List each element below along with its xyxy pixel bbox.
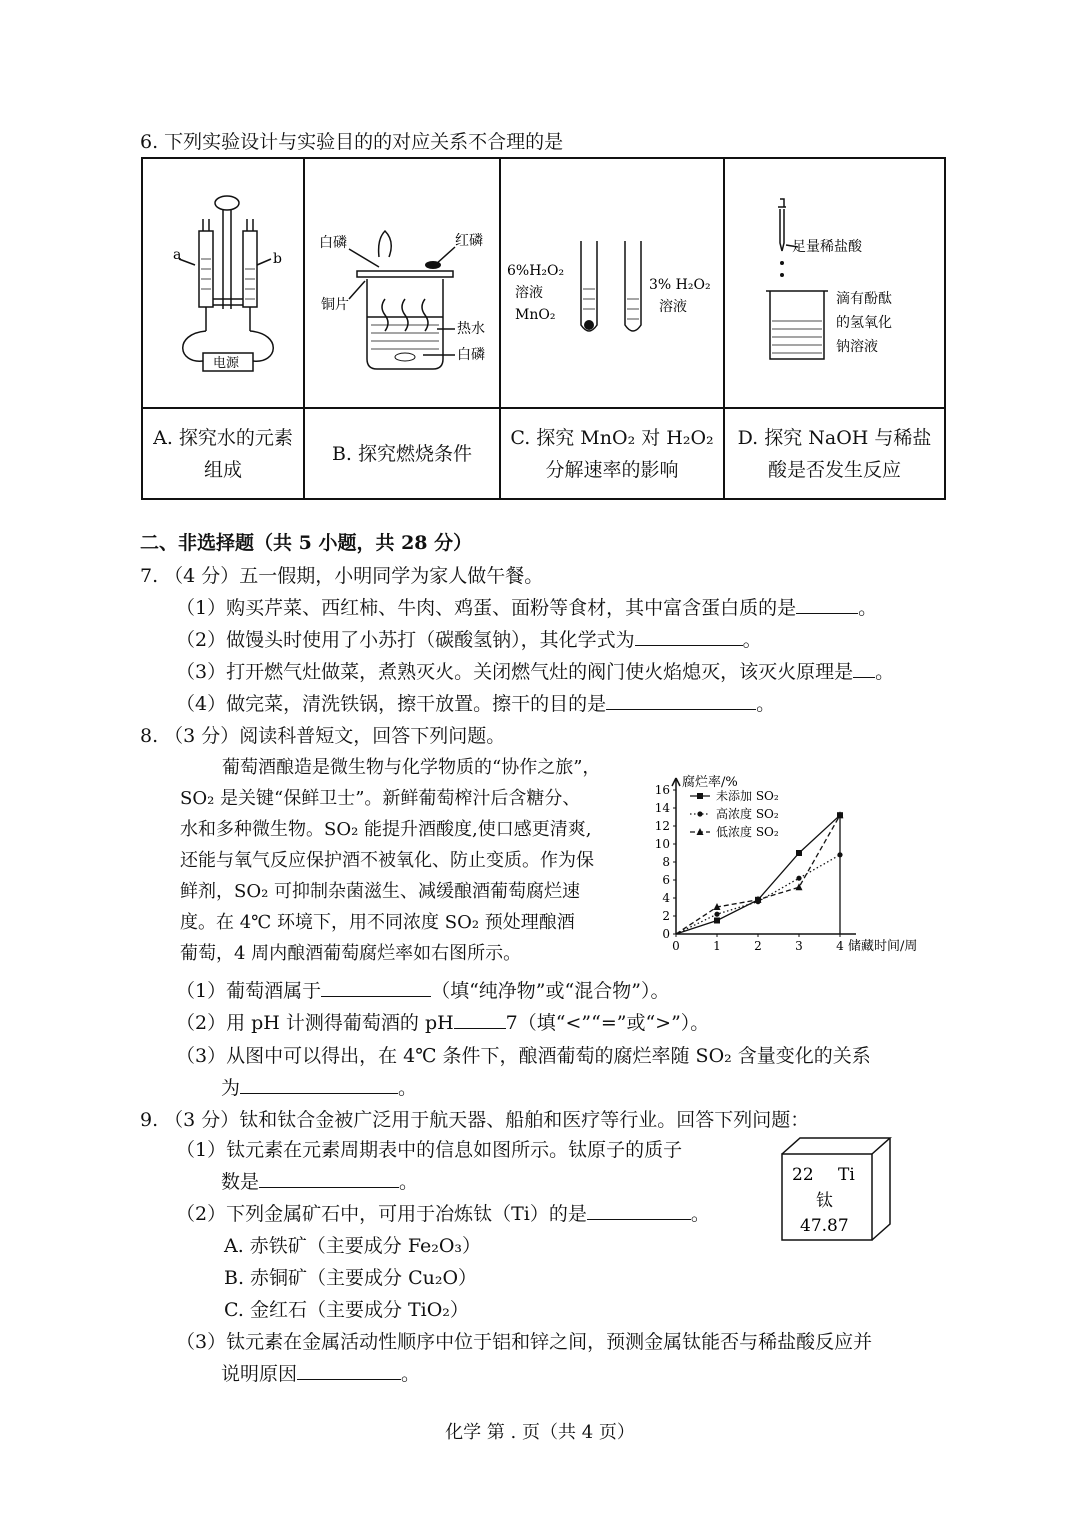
q7-part1 bbox=[176, 592, 877, 624]
q8-part1 bbox=[176, 975, 669, 1007]
answer-blank[interactable] bbox=[796, 595, 858, 614]
x-tick-label: 3 bbox=[795, 939, 803, 953]
q9-option-c: C. 金红石（主要成分 TiO₂） bbox=[224, 1299, 469, 1321]
element-name: 钛 bbox=[816, 1191, 833, 1211]
q7-p4-text: （4）做完菜，清洗铁锅，擦干放置。擦干的目的是 bbox=[176, 693, 607, 715]
answer-blank[interactable] bbox=[635, 627, 743, 646]
y-tick-label: 16 bbox=[654, 783, 670, 797]
q9-part3: （3）钛元素在金属活动性顺序中位于铝和锌之间，预测金属钛能否与稀盐酸反应并 bbox=[176, 1331, 873, 1353]
q8-p1-text: （1）葡萄酒属于 bbox=[176, 980, 322, 1002]
atomic-mass: 47.87 bbox=[800, 1216, 849, 1236]
passage-line: SO₂ 是关键“保鲜卫士”。新鲜葡萄榨汁后含糖分、 bbox=[180, 788, 581, 809]
y-tick-label: 10 bbox=[654, 837, 670, 851]
q9-part1-answer bbox=[221, 1166, 418, 1198]
y-tick-label: 12 bbox=[654, 819, 670, 833]
data-point bbox=[714, 912, 719, 917]
combustion-apparatus-diagram bbox=[305, 159, 499, 403]
y-tick-label: 0 bbox=[662, 927, 670, 941]
electrolysis-apparatus-diagram bbox=[143, 159, 303, 403]
neutralization-apparatus-diagram bbox=[726, 159, 944, 403]
x-tick-label: 1 bbox=[713, 939, 721, 953]
passage-line: 葡萄酒酿造是微生物与化学物质的“协作之旅”， bbox=[222, 757, 601, 778]
answer-blank[interactable] bbox=[297, 1361, 401, 1380]
atomic-number: 22 bbox=[792, 1165, 814, 1185]
label-c-l1: 6%H₂O₂ bbox=[507, 263, 565, 279]
q7-p4-end: 。 bbox=[756, 693, 776, 715]
q7-stem: 7. （4 分）五一假期，小明同学为家人做午餐。 bbox=[140, 565, 544, 587]
q8-p2-end: 7（填“<”“=”或“>”）。 bbox=[505, 1012, 710, 1034]
q8-stem: 8. （3 分）阅读科普短文，回答下列问题。 bbox=[140, 725, 506, 747]
q8-p2-text: （2）用 pH 计测得葡萄酒的 pH bbox=[176, 1012, 454, 1034]
q7-part3 bbox=[176, 656, 894, 688]
x-tick-label: 2 bbox=[754, 939, 762, 953]
q7-p1-end: 。 bbox=[858, 597, 878, 619]
answer-blank[interactable] bbox=[321, 978, 431, 997]
x-tick-label: 0 bbox=[672, 939, 680, 953]
label-c-l2: 溶液 bbox=[515, 285, 543, 301]
q9-option-a: A. 赤铁矿（主要成分 Fe₂O₃） bbox=[224, 1235, 482, 1257]
q9-p3-end: 。 bbox=[401, 1363, 421, 1385]
label-acid: 足量稀盐酸 bbox=[791, 239, 862, 255]
y-tick-label: 6 bbox=[662, 873, 670, 887]
label-c-r1: 3% H₂O₂ bbox=[649, 277, 711, 293]
caption-b: B. 探究燃烧条件 bbox=[304, 408, 500, 499]
label-hot-water: 热水 bbox=[457, 321, 485, 337]
q8-part3-answer bbox=[221, 1072, 417, 1104]
q8-part3: （3）从图中可以得出，在 4℃ 条件下，酿酒葡萄的腐烂率随 SO₂ 含量变化的关系 bbox=[176, 1045, 871, 1067]
data-point bbox=[714, 918, 720, 924]
legend-label: 未添加 SO₂ bbox=[716, 789, 779, 803]
answer-blank[interactable] bbox=[454, 1010, 506, 1029]
q7-part2 bbox=[176, 624, 762, 656]
y-tick-label: 8 bbox=[662, 855, 670, 869]
figure-b bbox=[304, 158, 500, 408]
q9-p1-end: 。 bbox=[399, 1171, 419, 1193]
q8-p3-end: 。 bbox=[398, 1077, 418, 1099]
q9-part2 bbox=[176, 1198, 710, 1230]
data-point bbox=[697, 811, 702, 816]
q9-p3-text: 说明原因 bbox=[221, 1363, 298, 1385]
q7-p2-text: （2）做馒头时使用了小苏打（碳酸氢钠），其化学式为 bbox=[176, 629, 635, 651]
caption-c: C. 探究 MnO₂ 对 H₂O₂ 分解速率的影响 bbox=[500, 408, 724, 499]
label-power: 电源 bbox=[213, 356, 240, 371]
q6-title: 6. 下列实验设计与实验目的的对应关系不合理的是 bbox=[140, 131, 564, 153]
label-b: b bbox=[273, 251, 282, 267]
passage-line: 度。在 4℃ 环境下，用不同浓度 SO₂ 预处理酿酒 bbox=[180, 912, 575, 933]
q9-p2-end: 。 bbox=[690, 1203, 710, 1225]
y-tick-label: 2 bbox=[662, 909, 670, 923]
q7-p3-end: 。 bbox=[875, 661, 895, 683]
label-red-p: 红磷 bbox=[455, 233, 483, 249]
q9-part3-answer bbox=[221, 1358, 420, 1390]
series-line bbox=[676, 855, 840, 934]
q6-table bbox=[141, 157, 946, 500]
q7-p1-text: （1）购买芹菜、西红柿、牛肉、鸡蛋、面粉等食材，其中富含蛋白质的是 bbox=[176, 597, 797, 619]
decomposition-apparatus-diagram bbox=[501, 159, 723, 403]
answer-blank[interactable] bbox=[606, 691, 756, 710]
label-a: a bbox=[173, 247, 182, 263]
passage-line: 水和多种微生物。SO₂ 能提升酒酸度,使口感更清爽, bbox=[180, 819, 592, 840]
q9-stem: 9. （3 分）钛和钛合金被广泛用于航天器、船舶和医疗等行业。回答下列问题： bbox=[140, 1109, 810, 1131]
rot-rate-chart bbox=[648, 756, 938, 956]
q8-p1-end: （填“纯净物”或“混合物”）。 bbox=[431, 980, 670, 1002]
figure-a bbox=[142, 158, 304, 408]
x-axis-label: 储藏时间/周 bbox=[848, 939, 918, 954]
q8-part2 bbox=[176, 1007, 709, 1039]
q9-part1: （1）钛元素在元素周期表中的信息如图所示。钛原子的质子 bbox=[176, 1139, 683, 1161]
q9-option-b: B. 赤铜矿（主要成分 Cu₂O） bbox=[224, 1267, 478, 1289]
figure-d bbox=[724, 158, 945, 408]
data-point bbox=[796, 876, 801, 881]
label-d-s3: 钠溶液 bbox=[835, 339, 878, 355]
section-title: 二、非选择题（共 5 小题，共 28 分） bbox=[140, 532, 473, 554]
data-point bbox=[697, 793, 703, 799]
passage-line: 还能与氧气反应保护酒不被氧化、防止变质。作为保 bbox=[180, 850, 594, 871]
label-copper: 铜片 bbox=[321, 297, 349, 313]
caption-d: D. 探究 NaOH 与稀盐酸是否发生反应 bbox=[724, 408, 945, 499]
page-footer: 化学 第 . 页（共 4 页） bbox=[445, 1422, 635, 1443]
label-c-r2: 溶液 bbox=[659, 299, 687, 315]
figure-c bbox=[500, 158, 724, 408]
answer-blank[interactable] bbox=[587, 1201, 691, 1220]
element-symbol: Ti bbox=[838, 1165, 855, 1185]
label-white-p2: 白磷 bbox=[457, 347, 485, 363]
q8-p3-wei: 为 bbox=[221, 1077, 241, 1099]
label-c-l3: MnO₂ bbox=[515, 307, 556, 323]
q7-p3-text: （3）打开燃气灶做菜，煮熟灭火。关闭燃气灶的阀门使火焰熄灭，该灭火原理是 bbox=[176, 661, 854, 683]
caption-a: A. 探究水的元素组成 bbox=[142, 408, 304, 499]
y-tick-label: 14 bbox=[654, 801, 670, 815]
answer-blank[interactable] bbox=[259, 1169, 399, 1188]
q9-p1-shu: 数是 bbox=[221, 1171, 260, 1193]
data-point bbox=[796, 850, 802, 856]
label-white-p: 白磷 bbox=[319, 235, 347, 251]
titanium-element-cell bbox=[780, 1136, 894, 1242]
data-point bbox=[796, 883, 803, 890]
answer-blank[interactable] bbox=[853, 659, 875, 678]
x-tick-label: 4 bbox=[836, 939, 844, 953]
passage-line: 葡萄，4 周内酿酒葡萄腐烂率如右图所示。 bbox=[180, 943, 522, 964]
legend-label: 高浓度 SO₂ bbox=[716, 807, 779, 821]
answer-blank[interactable] bbox=[240, 1075, 398, 1094]
q8-passage bbox=[180, 752, 650, 969]
q7-p2-end: 。 bbox=[742, 629, 762, 651]
label-d-s2: 的氢氧化 bbox=[835, 315, 892, 331]
q7-part4 bbox=[176, 688, 775, 720]
label-d-s1: 滴有酚酞 bbox=[835, 291, 892, 307]
y-axis-label: 腐烂率/% bbox=[682, 775, 738, 790]
legend-label: 低浓度 SO₂ bbox=[716, 825, 779, 839]
y-tick-label: 4 bbox=[662, 891, 670, 905]
passage-line: 鲜剂，SO₂ 可抑制杂菌滋生、减缓酿酒葡萄腐烂速 bbox=[180, 881, 581, 902]
q9-p2-text: （2）下列金属矿石中，可用于冶炼钛（Ti）的是 bbox=[176, 1203, 587, 1225]
